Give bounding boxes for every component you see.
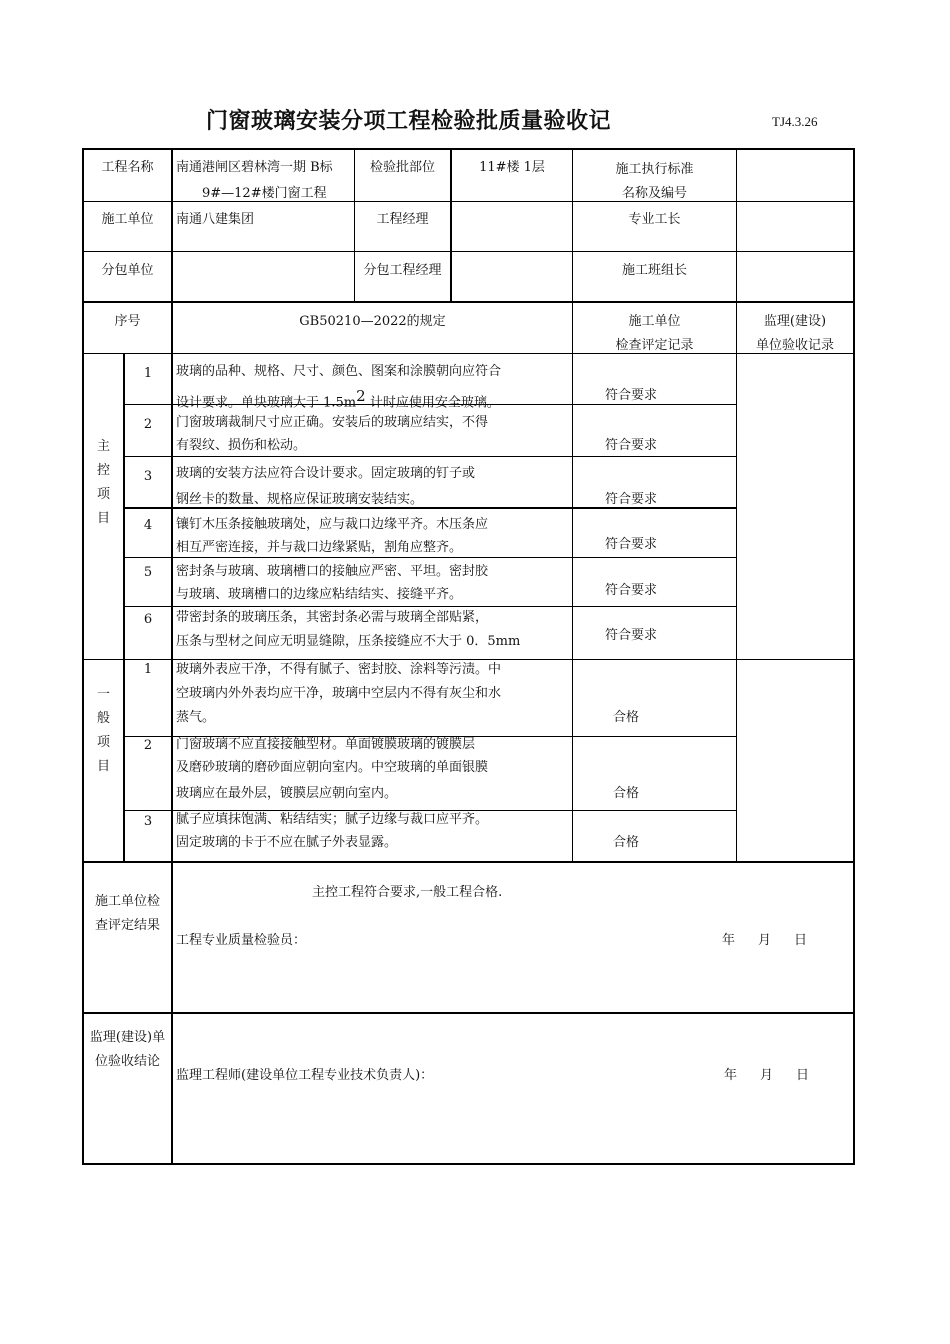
row-line — [82, 201, 855, 202]
main-item-text: 玻璃的安装方法应符合设计要求。固定玻璃的钉子或 — [176, 466, 476, 481]
main-item-text-part: 设计要求。单块玻璃大于 1.5m — [176, 395, 357, 411]
main-item-result: 符合要求 — [605, 583, 658, 598]
main-item-text: 门窗玻璃裁制尺寸应正确。安装后的玻璃应结实，不得 — [176, 415, 489, 430]
general-item-result: 合格 — [613, 835, 640, 850]
general-item-no: 1 — [143, 662, 153, 677]
supervise-header-line2: 单位验收记录 — [755, 338, 834, 353]
general-item-text: 腻子应填抹饱满、粘结结实；腻子边缘与裁口应平齐。 — [176, 812, 489, 827]
date-day: 日 — [796, 1068, 810, 1083]
main-label-char: 目 — [96, 511, 110, 526]
main-item-text: 镶钉木压条接触玻璃处，应与裁口边缘平齐。木压条应 — [176, 517, 489, 532]
supervision-result-label-line2: 位验收结论 — [94, 1054, 160, 1069]
col-line — [736, 148, 737, 302]
general-item-text: 及磨砂玻璃的磨砂面应朝向室内。中空玻璃的单面银膜 — [176, 760, 489, 775]
general-item-result: 合格 — [613, 786, 640, 801]
general-item-text: 玻璃应在最外层，镀膜层应朝向室内。 — [176, 786, 398, 801]
supervision-result-label-line1: 监理(建设)单 — [89, 1030, 166, 1045]
general-item-text: 固定玻璃的卡于不应在腻子外表显露。 — [176, 835, 398, 850]
date-year: 年 — [724, 1068, 738, 1083]
main-item-text: 相互严密连接，并与裁口边缘紧贴，割角应整齐。 — [176, 540, 463, 555]
row-line — [82, 251, 855, 252]
team-leader-label: 施工班组长 — [621, 263, 687, 278]
superscript: 2 — [356, 387, 366, 405]
main-item-text: 压条与型材之间应无明显缝隙，压条接缝应不大于 0．5mm — [176, 634, 521, 649]
main-label-char: 主 — [96, 439, 110, 454]
main-item-text: 密封条与玻璃、玻璃槽口的接触应严密、平坦。密封胶 — [176, 564, 489, 579]
construction-result-summary: 主控工程符合要求,一般工程合格. — [312, 885, 503, 900]
main-item-result: 符合要求 — [605, 388, 658, 403]
main-label-char: 控 — [96, 463, 110, 478]
sub-manager-label: 分包工程经理 — [363, 263, 442, 278]
general-label-char: 般 — [96, 711, 110, 726]
project-manager-label: 工程经理 — [376, 212, 429, 227]
general-item-no: 2 — [143, 738, 153, 753]
standard-label-line2: 名称及编号 — [621, 186, 687, 201]
main-item-no: 3 — [143, 469, 153, 484]
construction-result-label-line2: 查评定结果 — [94, 918, 160, 933]
date-year: 年 — [722, 933, 736, 948]
construction-unit-value: 南通八建集团 — [176, 212, 255, 227]
form-code: TJ4.3.26 — [772, 114, 818, 129]
main-label-char: 项 — [96, 487, 110, 502]
main-item-no: 5 — [143, 565, 153, 580]
supervising-engineer-label: 监理工程师(建设单位工程专业技术负责人)： — [176, 1068, 434, 1083]
main-item-text: 钢丝卡的数量、规格应保证玻璃安装结实。 — [176, 492, 424, 507]
project-name-label: 工程名称 — [101, 160, 154, 175]
check-header-line2: 检查评定记录 — [615, 338, 694, 353]
general-label-char: 目 — [96, 759, 110, 774]
col-line — [736, 301, 737, 862]
general-item-result: 合格 — [613, 710, 640, 725]
main-item-no: 4 — [143, 518, 153, 533]
main-item-text: 玻璃的品种、规格、尺寸、颜色、图案和涂膜朝向应符合 — [176, 364, 502, 379]
main-item-result: 符合要求 — [605, 492, 658, 507]
border-top — [82, 148, 855, 150]
border-bottom — [82, 1163, 855, 1165]
construction-result-label-line1: 施工单位检 — [94, 894, 160, 909]
row-line — [82, 301, 855, 303]
date-month: 月 — [760, 1068, 774, 1083]
batch-location-value: 11#楼 1层 — [479, 160, 545, 175]
general-item-text: 玻璃外表应干净，不得有腻子、密封胶、涂料等污渍。中 — [176, 662, 502, 677]
main-item-result: 符合要求 — [605, 438, 658, 453]
main-item-text-part: 计时应使用安全玻璃。 — [365, 395, 500, 411]
general-label-char: 一 — [96, 687, 110, 702]
page-title: 门窗玻璃安装分项工程检验批质量验收记 — [206, 108, 612, 134]
row-line — [82, 861, 855, 863]
main-item-no: 6 — [143, 612, 153, 627]
construction-unit-label: 施工单位 — [101, 212, 154, 227]
main-item-no: 1 — [143, 366, 153, 381]
standard-label-line1: 施工执行标准 — [615, 162, 694, 177]
general-item-text: 空玻璃内外外表均应干净，玻璃中空层内不得有灰尘和水 — [176, 686, 502, 701]
general-item-no: 3 — [143, 814, 153, 829]
general-item-text: 门窗玻璃不应直接接触型材。单面镀膜玻璃的镀膜层 — [176, 737, 476, 752]
spec-header: GB50210—2022的规定 — [299, 314, 446, 329]
general-label-char: 项 — [96, 735, 110, 750]
row-line — [82, 1012, 855, 1014]
general-item-text: 蒸气。 — [176, 710, 216, 725]
batch-location-label: 检验批部位 — [369, 160, 435, 175]
foreman-label: 专业工长 — [628, 212, 681, 227]
date-day: 日 — [794, 933, 808, 948]
main-item-text: 有裂纹、损伤和松动。 — [176, 438, 307, 453]
main-item-text: 带密封条的玻璃压条，其密封条必需与玻璃全部贴紧， — [176, 610, 489, 625]
project-name-line1: 南通港闸区碧林湾一期 B标 — [176, 160, 333, 175]
main-item-result: 符合要求 — [605, 628, 658, 643]
check-header-line1: 施工单位 — [628, 314, 681, 329]
quality-inspector-label: 工程专业质量检验员： — [176, 933, 307, 948]
project-name-line2: 9#—12#楼门窗工程 — [202, 186, 327, 201]
date-month: 月 — [758, 933, 772, 948]
seq-header: 序号 — [114, 314, 141, 329]
supervise-header-line1: 监理(建设) — [763, 314, 827, 329]
subcontractor-label: 分包单位 — [101, 263, 154, 278]
main-item-text: 与玻璃、玻璃槽口的边缘应粘结结实、接缝平齐。 — [176, 587, 463, 602]
col-line — [572, 301, 573, 862]
main-item-no: 2 — [143, 417, 153, 432]
main-item-result: 符合要求 — [605, 537, 658, 552]
